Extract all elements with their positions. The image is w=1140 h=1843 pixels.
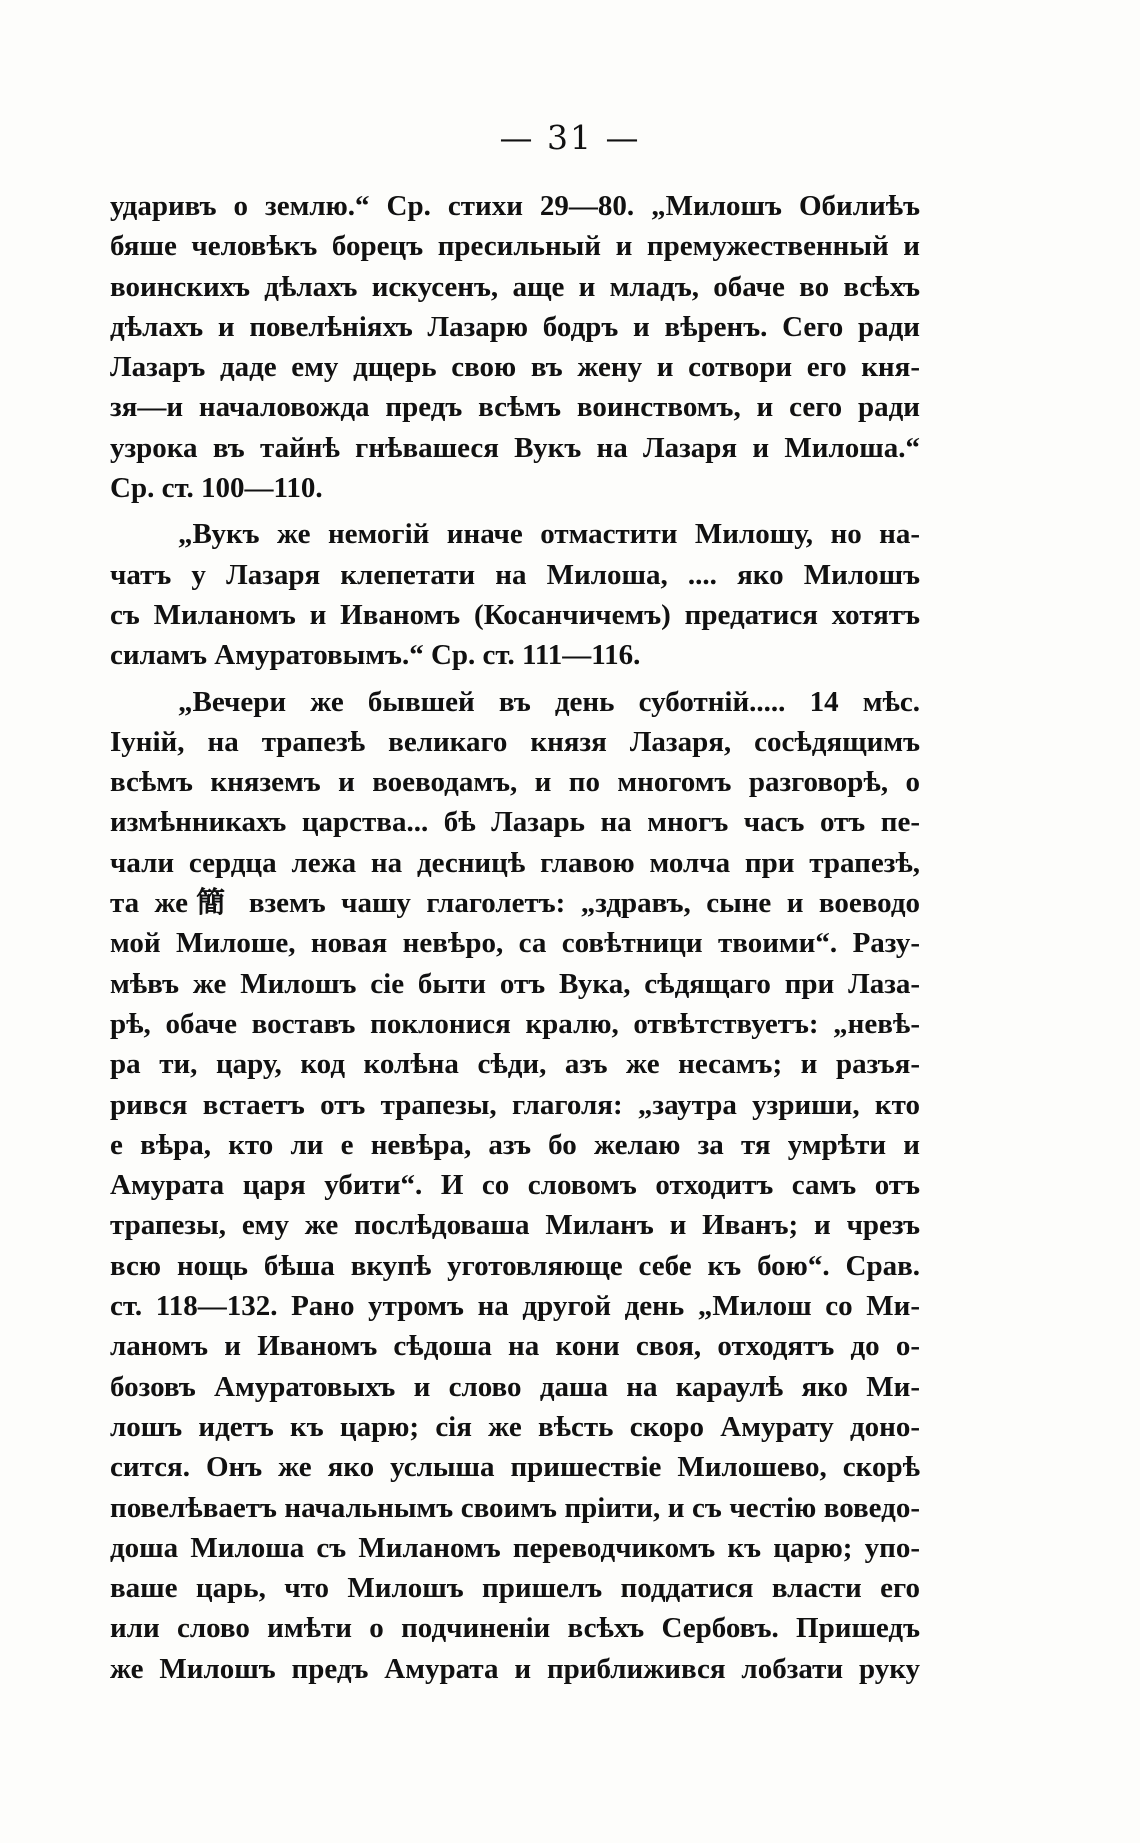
text-line: всѣмъ княземъ и воеводамъ, и по многомъ разговорѣ, о xyxy=(110,766,920,799)
text-line: бозовъ Амуратовыхъ и слово даша на караулѣ яко Ми- xyxy=(110,1370,920,1403)
text-line: мѣвъ же Милошъ сіе быти отъ Вука, сѣдящаго при Лаза- xyxy=(110,967,920,1000)
text-line: лошъ идетъ къ царю; сія же вѣсть скоро Амурату доно- xyxy=(110,1410,920,1443)
text-line: рився встаетъ отъ трапезы, глаголя: „заутра узриши, кто xyxy=(110,1088,920,1121)
text-line: рѣ, обаче воставъ поклонися кралю, отвѣтствуетъ: „невѣ- xyxy=(110,1007,920,1040)
text-line: повелѣваетъ начальнымъ своимъ пріити, и съ честію воведо- xyxy=(110,1491,920,1524)
text-line: та же簡 вземъ чашу глаголетъ: „здравъ, сыне и воеводо xyxy=(110,887,920,920)
text-line: ра ти, цару, код колѣна сѣди, азъ же несамъ; и разъя- xyxy=(110,1048,920,1081)
text-line: мой Милоше, новая невѣро, са совѣтници твоими“. Разу- xyxy=(110,927,920,960)
text-line: же Милошъ предъ Амурата и приближився лобзати руку xyxy=(110,1652,920,1685)
text-line: „Вукъ же немогій иначе отмастити Милошу, но на- xyxy=(178,518,920,551)
text-line: Іуній, на трапезѣ великаго князя Лазаря, сосѣдящимъ xyxy=(110,725,920,758)
text-line: Лазаръ даде ему дщерь свою въ жену и сотвори его кня- xyxy=(110,351,920,384)
text-line: измѣнникахъ царства... бѣ Лазарь на многъ часъ отъ пе- xyxy=(110,806,920,839)
page-number: — 31 — xyxy=(499,118,641,157)
text-line: Ср. ст. 100—110. xyxy=(110,472,323,505)
text-line: дѣлахъ и повелѣніяхъ Лазарю бодръ и вѣренъ. Сего ради xyxy=(110,310,920,343)
text-line: узрока въ тайнѣ гнѣвашеся Вукъ на Лазаря и Милоша.“ xyxy=(110,431,920,464)
text-line: чатъ у Лазаря клепетати на Милоша, .... яко Милошъ xyxy=(110,558,920,591)
text-line: трапезы, ему же послѣдоваша Миланъ и Иванъ; и чрезъ xyxy=(110,1209,920,1242)
text-line: „Вечери же бывшей въ день суботній..... 14 мѣс. xyxy=(178,685,920,718)
text-line: ваше царь, что Милошъ пришелъ поддатися власти его xyxy=(110,1572,920,1605)
text-line: воинскихъ дѣлахъ искусенъ, аще и младъ, обаче во всѣхъ xyxy=(110,270,920,303)
text-line: ударивъ о землю.“ Ср. стихи 29—80. „Милошъ Обилиѣъ xyxy=(110,190,920,222)
text-line: ст. 118—132. Рано утромъ на другой день „Милош со Ми- xyxy=(110,1290,920,1323)
text-line: силамъ Амуратовымъ.“ Ср. ст. 111—116. xyxy=(110,639,641,672)
text-line: зя—и началовожда предъ всѣмъ воинствомъ, и сего ради xyxy=(110,391,920,424)
text-line: бяше человѣкъ борецъ пресильный и премужественный и xyxy=(110,230,920,263)
text-line: или слово имѣти о подчиненіи всѣхъ Сербовъ. Пришедъ xyxy=(110,1612,920,1645)
text-line: сится. Онъ же яко услыша пришествіе Милошево, скорѣ xyxy=(110,1451,920,1484)
text-line: съ Миланомъ и Иваномъ (Косанчичемъ) предатися хотятъ xyxy=(110,598,920,631)
body-text xyxy=(110,186,920,1689)
text-line: всю нощь бѣша вкупѣ уготовляюще себе къ бою“. Срав. xyxy=(110,1249,920,1282)
text-line: е вѣра, кто ли е невѣра, азъ бо желаю за тя умрѣти и xyxy=(110,1128,920,1161)
text-line: ланомъ и Иваномъ сѣдоша на кони своя, отходятъ до о- xyxy=(110,1330,920,1363)
text-line: доша Милоша съ Миланомъ переводчикомъ къ царю; упо- xyxy=(110,1531,920,1564)
text-line: чали сердца лежа на десницѣ главою молча при трапезѣ, xyxy=(110,846,920,879)
text-line: Амурата царя убити“. И со словомъ отходитъ самъ отъ xyxy=(110,1169,920,1202)
